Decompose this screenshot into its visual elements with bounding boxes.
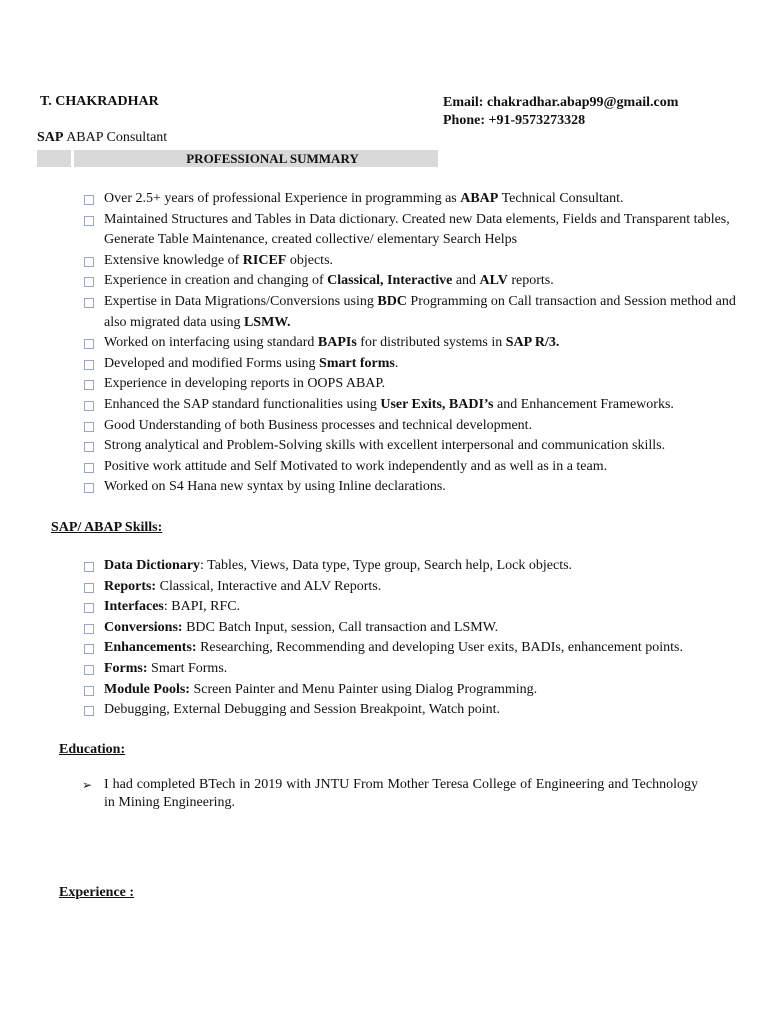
bold-text: Conversions: bbox=[104, 619, 183, 635]
skills-item bbox=[82, 700, 752, 721]
checkbox-bullet-icon bbox=[84, 583, 94, 593]
bold-text: ABAP bbox=[460, 191, 499, 206]
summary-item bbox=[82, 210, 742, 251]
text-run: Screen Painter and Menu Painter using Dialog Programming. bbox=[189, 681, 538, 697]
phone-label: Phone: bbox=[443, 113, 485, 128]
text-run: Strong analytical and Problem-Solving skills with excellent interpersonal and communication skills. bbox=[104, 438, 666, 454]
text-run: reports. bbox=[507, 273, 554, 289]
email-label: Email: bbox=[443, 95, 484, 110]
skills-item bbox=[82, 618, 752, 639]
summary-item bbox=[82, 251, 742, 272]
text-run: Over 2.5+ years of professional Experience in programming as bbox=[104, 191, 461, 206]
checkbox-bullet-icon bbox=[84, 624, 94, 634]
summary-item bbox=[82, 436, 742, 457]
text-run: Developed and modified Forms using bbox=[104, 355, 320, 371]
summary-item bbox=[82, 292, 742, 333]
bold-text: Reports: bbox=[104, 578, 157, 594]
bold-text: SAP R/3. bbox=[505, 335, 560, 351]
summary-item bbox=[82, 271, 742, 292]
email-line bbox=[443, 94, 678, 112]
checkbox-bullet-icon bbox=[84, 442, 94, 452]
text-run: Debugging, External Debugging and Session Breakpoint, Watch point. bbox=[104, 702, 500, 718]
checkbox-bullet-icon bbox=[84, 360, 94, 370]
skills-item bbox=[82, 556, 752, 577]
text-run: Positive work attitude and Self Motivated to work independently and as well as in a team. bbox=[104, 458, 608, 474]
job-role bbox=[37, 130, 167, 146]
summary-item bbox=[82, 189, 742, 210]
text-run: : BAPI, RFC. bbox=[163, 599, 241, 615]
checkbox-bullet-icon bbox=[84, 257, 94, 267]
bold-text: Interfaces bbox=[104, 599, 164, 615]
summary-item bbox=[82, 457, 742, 478]
text-run: Classical, Interactive and ALV Reports. bbox=[156, 578, 382, 594]
summary-item bbox=[82, 395, 742, 416]
text-run: Maintained Structures and Tables in Data dictionary. Created new Data elements, Fields and Transparent tables, Generate Table Maintenance, created collective/ elementary Search Helps bbox=[104, 211, 730, 248]
text-run: for distributed systems in bbox=[356, 335, 506, 351]
bold-text: RICEF bbox=[242, 252, 287, 268]
text-run: Programming on Call transaction and Session method and also migrated data using bbox=[104, 293, 736, 330]
skills-item bbox=[82, 597, 752, 618]
role-bold: SAP bbox=[37, 130, 64, 145]
checkbox-bullet-icon bbox=[84, 644, 94, 654]
bold-text: BAPIs bbox=[317, 335, 357, 351]
bold-text: Smart forms bbox=[319, 355, 395, 371]
text-run: Worked on interfacing using standard bbox=[104, 335, 318, 351]
text-run: Worked on S4 Hana new syntax by using Inline declarations. bbox=[104, 479, 446, 495]
summary-item bbox=[82, 354, 742, 375]
text-run: and Enhancement Frameworks. bbox=[493, 396, 674, 412]
text-run: Good Understanding of both Business processes and technical development. bbox=[104, 417, 533, 433]
text-run: Experience in creation and changing of bbox=[104, 273, 328, 289]
experience-heading: Experience : bbox=[59, 885, 135, 900]
checkbox-bullet-icon bbox=[84, 665, 94, 675]
summary-item bbox=[82, 477, 742, 498]
text-run: Expertise in Data Migrations/Conversions using bbox=[104, 293, 378, 309]
summary-list bbox=[82, 189, 742, 498]
skills-item bbox=[82, 659, 752, 680]
education-heading: Education: bbox=[59, 742, 126, 757]
bold-text: Forms: bbox=[104, 660, 148, 676]
bold-text: BDC bbox=[377, 293, 407, 309]
checkbox-bullet-icon bbox=[84, 603, 94, 613]
checkbox-bullet-icon bbox=[84, 298, 94, 308]
skills-item bbox=[82, 638, 752, 659]
skills-list bbox=[82, 556, 752, 721]
checkbox-bullet-icon bbox=[84, 562, 94, 572]
checkbox-bullet-icon bbox=[84, 277, 94, 287]
text-run: . bbox=[394, 355, 399, 371]
text-run: objects. bbox=[286, 252, 334, 268]
summary-item bbox=[82, 416, 742, 437]
text-run: Enhanced the SAP standard functionalities using bbox=[104, 396, 381, 412]
summary-item bbox=[82, 333, 742, 354]
checkbox-bullet-icon bbox=[84, 216, 94, 226]
checkbox-bullet-icon bbox=[84, 380, 94, 390]
bold-text: User Exits, BADI’s bbox=[380, 396, 494, 412]
skills-item bbox=[82, 680, 752, 701]
checkbox-bullet-icon bbox=[84, 686, 94, 696]
summary-title: PROFESSIONAL SUMMARY bbox=[186, 151, 359, 166]
checkbox-bullet-icon bbox=[84, 463, 94, 473]
checkbox-bullet-icon bbox=[84, 339, 94, 349]
bold-text: Data Dictionary bbox=[104, 558, 201, 573]
text-run: Extensive knowledge of bbox=[104, 252, 243, 268]
summary-banner bbox=[37, 150, 438, 167]
checkbox-bullet-icon bbox=[84, 483, 94, 493]
skills-heading: SAP/ ABAP Skills: bbox=[51, 520, 163, 535]
checkbox-bullet-icon bbox=[84, 706, 94, 716]
skills-item bbox=[82, 577, 752, 598]
checkbox-bullet-icon bbox=[84, 195, 94, 205]
phone-line bbox=[443, 112, 678, 130]
education-item bbox=[82, 776, 698, 812]
checkbox-bullet-icon bbox=[84, 422, 94, 432]
summary-item bbox=[82, 374, 742, 395]
bold-text: Enhancements: bbox=[104, 640, 197, 656]
arrow-bullet-icon: ➢ bbox=[82, 778, 93, 792]
text-run: Researching, Recommending and developing User exits, BADIs, enhancement points. bbox=[196, 640, 683, 656]
candidate-name: T. CHAKRADHAR bbox=[40, 94, 159, 109]
text-run: Experience in developing reports in OOPS ABAP. bbox=[104, 376, 386, 392]
phone-number: +91-9573273328 bbox=[488, 113, 586, 128]
text-run: and bbox=[452, 273, 480, 289]
email-address: chakradhar.abap99@gmail.com bbox=[486, 95, 679, 110]
text-run: Smart Forms. bbox=[147, 660, 228, 676]
role-rest: ABAP Consultant bbox=[66, 130, 168, 145]
bold-text: Classical, Interactive bbox=[327, 273, 453, 289]
contact-block bbox=[443, 94, 678, 130]
text-run: : Tables, Views, Data type, Type group, Search help, Lock objects. bbox=[200, 558, 573, 573]
education-text: I had completed BTech in 2019 with JNTU From Mother Teresa College of Engineering and Technology in Mining Engineering. bbox=[104, 777, 698, 810]
bold-text: Module Pools: bbox=[104, 681, 190, 697]
text-run: Technical Consultant. bbox=[498, 191, 624, 206]
bold-text: LSMW. bbox=[243, 314, 291, 330]
bold-text: ALV bbox=[479, 273, 508, 289]
text-run: BDC Batch Input, session, Call transaction and LSMW. bbox=[182, 619, 499, 635]
checkbox-bullet-icon bbox=[84, 401, 94, 411]
